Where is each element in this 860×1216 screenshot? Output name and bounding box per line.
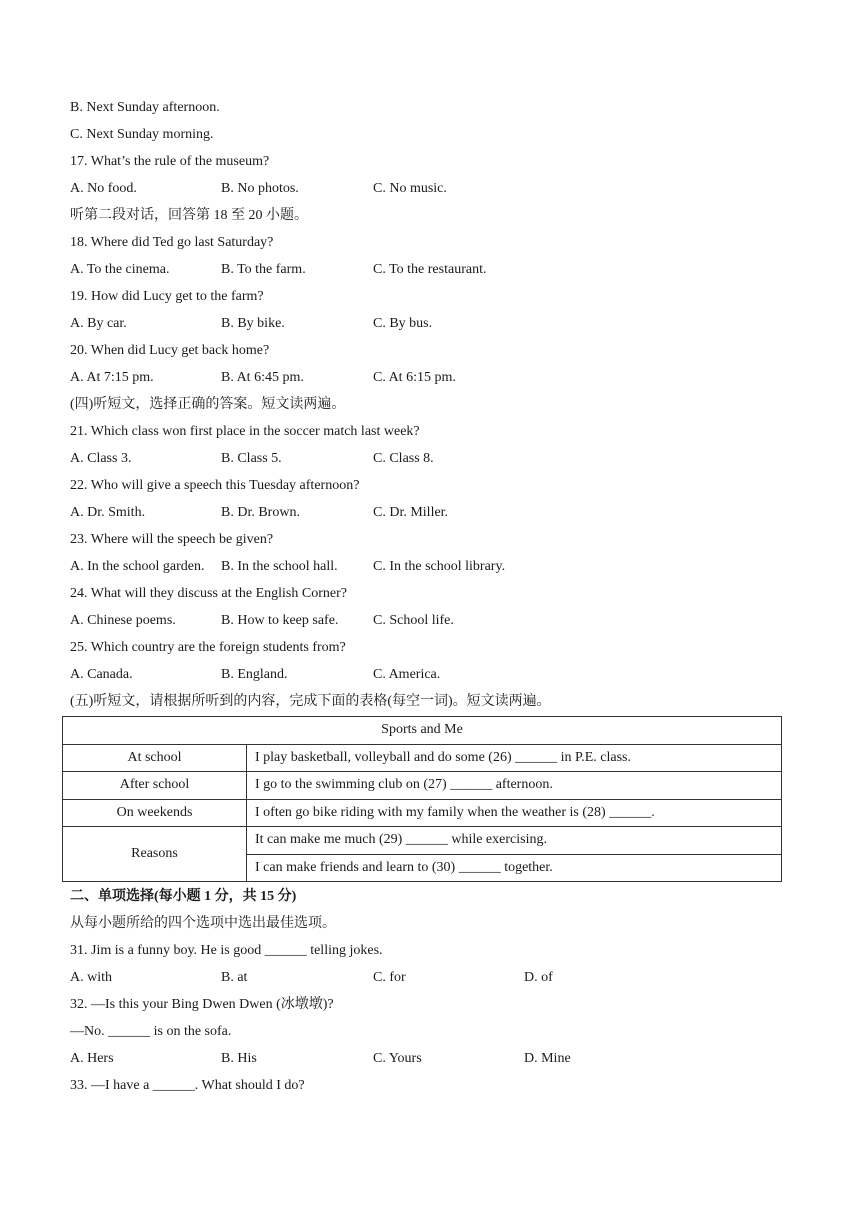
question-32-reply: —No. ______ is on the sofa.: [70, 1024, 232, 1039]
q31-option-d: D. of: [524, 970, 553, 985]
question-20: 20. When did Lucy get back home?: [70, 343, 270, 358]
question-21: 21. Which class won first place in the soccer match last week?: [70, 424, 420, 439]
row-text-at-school: I play basketball, volleyball and do some (26) ______ in P.E. class.: [247, 744, 782, 772]
question-33: 33. —I have a ______. What should I do?: [70, 1078, 305, 1093]
q31-option-a: A. with: [70, 970, 112, 985]
row-label-at-school: At school: [63, 744, 247, 772]
question-22: 22. Who will give a speech this Tuesday afternoon?: [70, 478, 360, 493]
reason-1: It can make me much (29) ______ while exercising.: [247, 827, 782, 855]
q20-option-a: A. At 7:15 pm.: [70, 370, 154, 385]
row-label-after-school: After school: [63, 772, 247, 800]
q18-option-b: B. To the farm.: [221, 262, 306, 277]
q32-option-d: D. Mine: [524, 1051, 571, 1066]
table-title-row: [63, 717, 782, 745]
q23-option-b: B. In the school hall.: [221, 559, 338, 574]
q31-option-c: C. for: [373, 970, 406, 985]
q21-option-b: B. Class 5.: [221, 451, 282, 466]
q25-option-b: B. England.: [221, 667, 288, 682]
q32-option-c: C. Yours: [373, 1051, 422, 1066]
question-24: 24. What will they discuss at the English Corner?: [70, 586, 347, 601]
section-2-instruction: 听第二段对话，回答第 18 至 20 小题。: [70, 208, 308, 223]
section-4-instruction: (四)听短文，选择正确的答案。短文读两遍。: [70, 397, 346, 412]
q20-option-b: B. At 6:45 pm.: [221, 370, 304, 385]
q24-option-a: A. Chinese poems.: [70, 613, 176, 628]
q18-option-a: A. To the cinema.: [70, 262, 170, 277]
question-25: 25. Which country are the foreign students from?: [70, 640, 346, 655]
question-18: 18. Where did Ted go last Saturday?: [70, 235, 274, 250]
table-row: [63, 827, 782, 855]
q22-option-c: C. Dr. Miller.: [373, 505, 449, 520]
q16-option-b: B. Next Sunday afternoon.: [70, 100, 220, 115]
q17-option-c: C. No music.: [373, 181, 447, 196]
q32-option-b: B. His: [221, 1051, 257, 1066]
row-label-on-weekends: On weekends: [63, 799, 247, 827]
table-title: Sports and Me: [63, 717, 782, 745]
q25-option-c: C. America.: [373, 667, 441, 682]
row-text-on-weekends: I often go bike riding with my family when the weather is (28) ______.: [247, 799, 782, 827]
question-32: 32. —Is this your Bing Dwen Dwen (冰墩墩)?: [70, 997, 334, 1012]
question-31: 31. Jim is a funny boy. He is good ______ telling jokes.: [70, 943, 383, 958]
section-5-instruction: (五)听短文，请根据所听到的内容，完成下面的表格(每空一词)。短文读两遍。: [70, 694, 551, 709]
sports-and-me-table: [62, 716, 782, 882]
question-23: 23. Where will the speech be given?: [70, 532, 274, 547]
row-text-after-school: I go to the swimming club on (27) ______ afternoon.: [247, 772, 782, 800]
row-label-reasons: Reasons: [63, 827, 247, 882]
q31-option-b: B. at: [221, 970, 248, 985]
q23-option-a: A. In the school garden.: [70, 559, 205, 574]
table-row: [63, 799, 782, 827]
q21-option-c: C. Class 8.: [373, 451, 434, 466]
question-19: 19. How did Lucy get to the farm?: [70, 289, 264, 304]
q24-option-b: B. How to keep safe.: [221, 613, 339, 628]
q17-option-b: B. No photos.: [221, 181, 299, 196]
q19-option-a: A. By car.: [70, 316, 127, 331]
q19-option-c: C. By bus.: [373, 316, 433, 331]
q21-option-a: A. Class 3.: [70, 451, 132, 466]
part-2-heading: 二、单项选择(每小题 1 分，共 15 分): [70, 889, 297, 904]
part-2-instruction: 从每小题所给的四个选项中选出最佳选项。: [70, 916, 336, 931]
q17-option-a: A. No food.: [70, 181, 137, 196]
question-17: 17. What’s the rule of the museum?: [70, 154, 270, 169]
table-row: [63, 772, 782, 800]
q22-option-a: A. Dr. Smith.: [70, 505, 146, 520]
q24-option-c: C. School life.: [373, 613, 454, 628]
q19-option-b: B. By bike.: [221, 316, 285, 331]
reason-2: I can make friends and learn to (30) ______ together.: [247, 854, 782, 882]
q22-option-b: B. Dr. Brown.: [221, 505, 300, 520]
q32-option-a: A. Hers: [70, 1051, 114, 1066]
table-row: [63, 744, 782, 772]
q25-option-a: A. Canada.: [70, 667, 133, 682]
q16-option-c: C. Next Sunday morning.: [70, 127, 214, 142]
q23-option-c: C. In the school library.: [373, 559, 506, 574]
q18-option-c: C. To the restaurant.: [373, 262, 487, 277]
q20-option-c: C. At 6:15 pm.: [373, 370, 456, 385]
